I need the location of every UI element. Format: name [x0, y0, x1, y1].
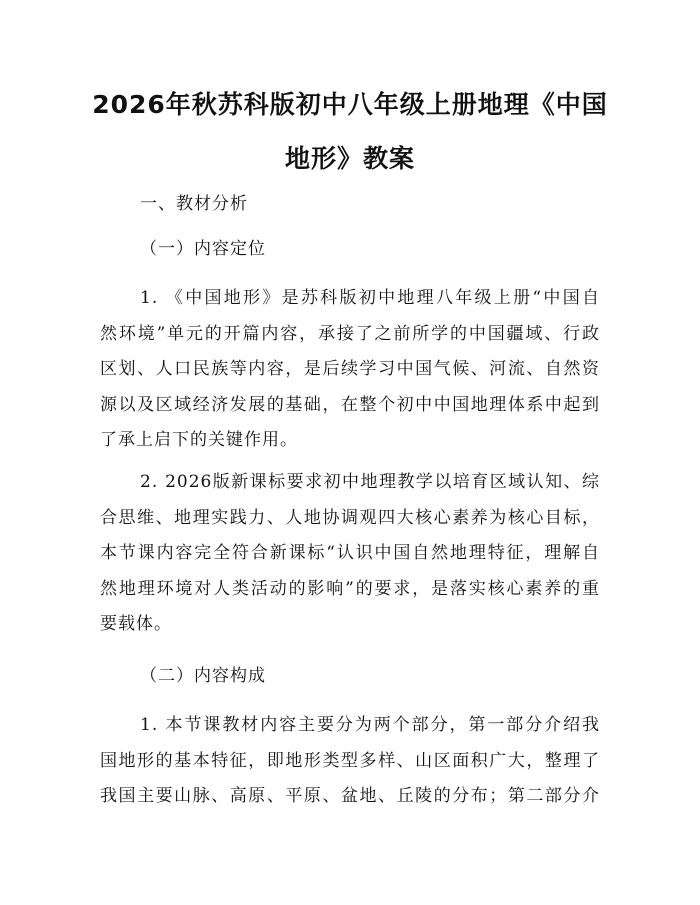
title-line-1: 2026年秋苏科版初中八年级上册地理《中国 [92, 90, 608, 119]
paragraph-line: 然环境”单元的开篇内容，承接了之前所学的中国疆域、行政 [100, 323, 600, 344]
paragraph-line: 然地理环境对人类活动的影响”的要求，是落实核心素养的重 [100, 578, 600, 599]
document-title [90, 78, 610, 186]
paragraph-line: 本节课内容完全符合新课标“认识中国自然地理特征，理解自 [100, 543, 600, 564]
title-line-2: 地形》教案 [284, 144, 415, 173]
paragraph-line: 源以及区域经济发展的基础，在整个初中中国地理体系中起到 [100, 394, 600, 415]
paragraph-line: 国地形的基本特征，即地形类型多样、山区面积广大，整理了 [100, 750, 600, 771]
paragraph-line: 1. 本节课教材内容主要分为两个部分，第一部分介绍我 [140, 715, 600, 735]
subsection-heading-content-positioning: （一）内容定位 [140, 239, 266, 259]
section-heading-teaching-material-analysis: 一、教材分析 [140, 194, 248, 214]
paragraph-content-positioning-1 [100, 281, 600, 459]
paragraph-line: 了承上启下的关键作用。 [100, 430, 298, 451]
paragraph-line: 我国主要山脉、高原、平原、盆地、丘陵的分布；第二部分介 [100, 786, 600, 807]
paragraph-line: 2. 2026版新课标要求初中地理教学以培育区域认知、综 [140, 472, 600, 492]
paragraph-line: 合思维、地理实践力、人地协调观四大核心素养为核心目标， [100, 507, 600, 528]
paragraph-content-composition-1 [100, 708, 600, 815]
paragraph-line: 1. 《中国地形》是苏科版初中地理八年级上册“中国自 [140, 288, 600, 308]
paragraph-content-positioning-2 [100, 465, 600, 643]
paragraph-line: 要载体。 [100, 614, 172, 635]
subsection-heading-content-composition: （二）内容构成 [140, 666, 266, 686]
paragraph-line: 区划、人口民族等内容，是后续学习中国气候、河流、自然资 [100, 359, 600, 380]
